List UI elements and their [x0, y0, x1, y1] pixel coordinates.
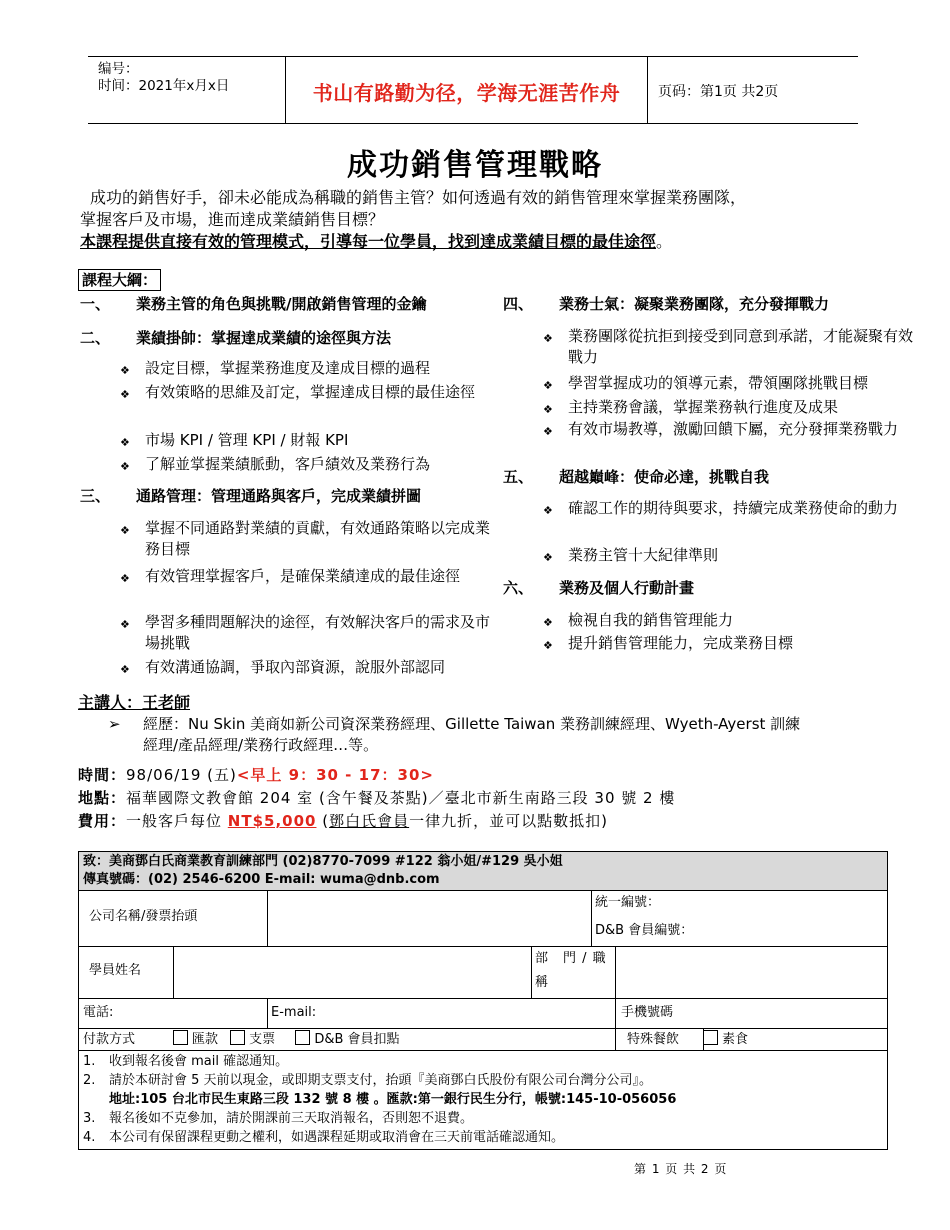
- member-points-label: D&B 會員扣點: [314, 1032, 400, 1047]
- list-item: [120, 358, 495, 379]
- phone-label: 電話:: [83, 1005, 114, 1020]
- note-item: [83, 1129, 564, 1146]
- header-meta: [98, 61, 229, 95]
- tax-id-label: 統一編號：: [595, 895, 661, 910]
- vegetarian-label: 素食: [722, 1032, 749, 1047]
- cell-divider: [531, 947, 532, 999]
- list-item: [120, 454, 495, 475]
- page-footer: 第 1 页 共 2 页: [634, 1162, 728, 1176]
- list-item-text: 業務主管十大紀律準則: [568, 546, 719, 564]
- intro-line: 掌握客戶及市場，進而達成業績銷售目標？: [80, 210, 385, 229]
- intro-line: 成功的銷售好手，卻未必能成為稱職的銷售主管？如何透過有效的銷售管理來掌握業務團隊，: [90, 188, 747, 207]
- bullet-icon: ❖: [543, 332, 553, 345]
- student-row: [79, 946, 887, 999]
- list-item: [543, 326, 918, 368]
- cell-divider: [615, 999, 616, 1029]
- note-number: 4.: [83, 1130, 96, 1145]
- list-item-text: 主持業務會議，掌握業務執行進度及成果: [568, 398, 839, 416]
- fee-line: [78, 810, 608, 831]
- notes-row: [79, 1050, 887, 1150]
- list-item-text: 檢視自我的銷售管理能力: [568, 611, 734, 629]
- note-text: 地址:105 台北市民生東路三段 132 號 8 樓 。匯款:第一銀行民生分行，帳號:145-10-056056: [109, 1092, 677, 1107]
- note-item: [83, 1091, 676, 1108]
- fee-label: 費用：: [78, 812, 127, 830]
- section-5: [503, 467, 769, 487]
- list-item: [120, 657, 495, 678]
- note-number: 3.: [83, 1111, 96, 1126]
- student-name-label: 學員姓名: [89, 963, 142, 978]
- registration-form: [78, 851, 888, 1150]
- remittance-label: 匯款: [192, 1032, 219, 1047]
- number-label: 编号：: [98, 61, 139, 77]
- list-item: [543, 610, 918, 631]
- member-points-checkbox[interactable]: [295, 1030, 310, 1045]
- list-item: [120, 430, 495, 451]
- remittance-checkbox[interactable]: [173, 1030, 188, 1045]
- list-item-text: 學習多種問題解決的途徑，有效解決客戶的需求及市場挑戰: [145, 613, 491, 652]
- list-item-text: 學習掌握成功的領導元素，帶領團隊挑戰目標: [568, 374, 869, 392]
- section-2: [80, 328, 391, 348]
- payment-label: 付款方式: [83, 1032, 136, 1047]
- location-label: 地點：: [78, 789, 127, 807]
- list-item-text: 有效管理掌握客戶，是確保業績達成的最佳途徑: [145, 567, 461, 585]
- bullet-icon: ❖: [543, 616, 553, 629]
- list-item-text: 了解並掌握業績脈動，客戶績效及業務行為: [145, 455, 431, 473]
- outline-label: 課程大綱：: [78, 269, 161, 291]
- list-item: [120, 612, 495, 654]
- list-item-text: 業務團隊從抗拒到接受到同意到承諾，才能凝聚有效戰力: [568, 327, 914, 366]
- time-highlight: <早上 9：30 - 17：30>: [236, 766, 434, 784]
- note-text: 請於本研討會 5 天前以現金，或即期支票支付，抬頭『美商鄧白氏股份有限公司台灣分公司』。: [109, 1073, 653, 1088]
- payment-options: [159, 1030, 400, 1050]
- section-title: 超越巔峰：使命必達，挑戰自我: [559, 468, 770, 486]
- section-title: 業績掛帥：掌握達成業績的途徑與方法: [136, 329, 392, 347]
- time-value: 98/06/19 (五): [126, 766, 237, 784]
- document-title: 成功銷售管理戰略: [347, 148, 603, 183]
- fax-line: 傳真號碼：(02) 2546-6200 E-mail: wuma@dnb.com: [83, 872, 440, 887]
- bullet-icon: ❖: [543, 504, 553, 517]
- intro-emphasis: 本課程提供直接有效的管理模式，引導每一位學員，找到達成業績目標的最佳途徑: [80, 232, 657, 251]
- cell-divider: [173, 947, 174, 999]
- experience-line: 經理/產品經理/業務行政經理…等。: [143, 736, 379, 754]
- list-item-text: 有效溝通協調，爭取內部資源，說服外部認同: [145, 658, 446, 676]
- section-title: 通路管理：管理通路與客戶，完成業績拼圖: [136, 487, 422, 505]
- list-item: [120, 518, 495, 560]
- section-number: 二、: [80, 329, 111, 347]
- bullet-icon: ❖: [120, 572, 130, 585]
- department-input[interactable]: [617, 949, 883, 997]
- contact-line: 致：美商鄧白氏商業教育訓練部門 (02)8770-7099 #122 翁小姐/#129 吳小姐: [83, 854, 563, 869]
- bullet-icon: ❖: [120, 436, 130, 449]
- payment-row: [79, 1028, 887, 1051]
- cell-divider: [591, 891, 592, 947]
- vegetarian-checkbox[interactable]: [703, 1030, 718, 1045]
- header-divider: [647, 57, 648, 123]
- list-item: [543, 397, 918, 418]
- intro-paragraph: [80, 187, 880, 253]
- bullet-icon: ❖: [120, 364, 130, 377]
- list-item-text: 確認工作的期待與要求，持續完成業務使命的動力: [568, 499, 899, 517]
- note-item: [83, 1072, 652, 1089]
- list-item: [120, 566, 495, 587]
- bullet-icon: ❖: [120, 618, 130, 631]
- vegetarian-option: [689, 1030, 748, 1050]
- lecturer-heading: 主講人：王老師: [78, 693, 191, 712]
- note-text: 報名後如不克參加，請於開課前三天取消報名，否則恕不退費。: [109, 1111, 474, 1126]
- company-row: [79, 890, 887, 947]
- department-label: 部 門 / 職: [535, 951, 607, 966]
- check-label: 支票: [249, 1032, 276, 1047]
- bullet-icon: ❖: [543, 403, 553, 416]
- section-title: 業務及個人行動計畫: [559, 579, 695, 597]
- list-item-text: 市場 KPI / 管理 KPI / 財報 KPI: [145, 431, 349, 449]
- note-item: [83, 1053, 288, 1070]
- list-item-text: 設定目標，掌握業務進度及達成目標的過程: [145, 359, 431, 377]
- section-title: 業務主管的角色與挑戰/開啟銷售管理的金鑰: [136, 295, 427, 313]
- list-item-text: 有效市場教導，激勵回饋下屬，充分發揮業務戰力: [568, 420, 899, 438]
- bullet-icon: ❖: [120, 524, 130, 537]
- section-title: 業務士氣：凝聚業務團隊，充分發揮戰力: [559, 295, 830, 313]
- department-label-cont: 稱: [535, 975, 549, 990]
- intro-line: [80, 231, 880, 253]
- fee-text: (: [316, 812, 330, 830]
- fee-text: 一般客戶每位: [126, 812, 228, 830]
- section-number: 四、: [503, 295, 534, 313]
- contact-row: [79, 998, 887, 1029]
- section-1: [80, 294, 426, 314]
- bullet-icon: ❖: [120, 388, 130, 401]
- bullet-icon: ❖: [543, 551, 553, 564]
- member-link: 鄧白氏會員: [329, 812, 410, 830]
- list-item-text: 有效策略的思維及訂定，掌握達成目標的最佳途徑: [145, 383, 476, 401]
- cell-divider: [615, 1029, 616, 1051]
- time-line: [78, 764, 434, 785]
- member-number-label: D&B 會員編號：: [595, 923, 694, 938]
- bullet-icon: ❖: [543, 425, 553, 438]
- section-6: [503, 578, 694, 598]
- bullet-icon: ❖: [120, 460, 130, 473]
- bullet-icon: ❖: [543, 639, 553, 652]
- list-item: [543, 419, 918, 440]
- company-label: 公司名稱/發票抬頭: [89, 909, 198, 924]
- form-header: [79, 852, 887, 890]
- note-item: [83, 1110, 473, 1127]
- cell-divider: [267, 999, 268, 1029]
- list-item: [543, 633, 918, 654]
- list-item: [543, 545, 918, 566]
- company-input[interactable]: [269, 893, 589, 945]
- experience-line: 經歷：Nu Skin 美商如新公司資深業務經理、Gillette Taiwan 業務訓練經理、Wyeth-Ayerst 訓練: [143, 715, 801, 733]
- note-number: 1.: [83, 1054, 96, 1069]
- cell-divider: [267, 891, 268, 947]
- cell-divider: [615, 947, 616, 999]
- section-number: 三、: [80, 487, 111, 505]
- header-motto: 书山有路勤为径，学海无涯苦作舟: [312, 81, 621, 105]
- list-item: [543, 373, 918, 394]
- section-number: 一、: [80, 295, 111, 313]
- fee-price: NT$5,000: [227, 812, 317, 830]
- list-item: [543, 498, 918, 519]
- header-page-info: 页码：第1页 共2页: [658, 84, 779, 100]
- lecturer-experience: [108, 714, 888, 756]
- time-label: 时间：2021年x月x日: [98, 78, 230, 94]
- bullet-icon: ❖: [120, 663, 130, 676]
- list-item-text: 掌握不同通路對業績的貢獻，有效通路策略以完成業務目標: [145, 519, 491, 558]
- student-name-input[interactable]: [175, 949, 529, 997]
- note-text: 本公司有保留課程更動之權利，如遇課程延期或取消會在三天前電話確認通知。: [109, 1130, 565, 1145]
- location-value: 福華國際文教會館 204 室 (含午餐及茶點)／臺北市新生南路三段 30 號 2 樓: [126, 789, 676, 807]
- intro-period: 。: [656, 232, 673, 251]
- special-meal-label: 特殊餐飲: [627, 1032, 680, 1047]
- location-line: [78, 787, 675, 808]
- page-header: [88, 56, 858, 124]
- time-label: 時間：: [78, 766, 127, 784]
- list-item-text: 提升銷售管理能力，完成業務目標: [568, 634, 794, 652]
- bullet-icon: ❖: [543, 379, 553, 392]
- section-number: 六、: [503, 579, 534, 597]
- email-label: E-mail:: [271, 1005, 317, 1020]
- fee-text: 一律九折，並可以點數抵扣): [409, 812, 608, 830]
- note-text: 收到報名後會 mail 確認通知。: [109, 1054, 289, 1069]
- mobile-label: 手機號碼: [621, 1005, 674, 1020]
- section-number: 五、: [503, 468, 534, 486]
- check-checkbox[interactable]: [230, 1030, 245, 1045]
- section-3: [80, 486, 421, 506]
- arrow-icon: ➢: [108, 715, 121, 733]
- section-4: [503, 294, 829, 314]
- note-number: 2.: [83, 1073, 96, 1088]
- list-item: [120, 382, 495, 403]
